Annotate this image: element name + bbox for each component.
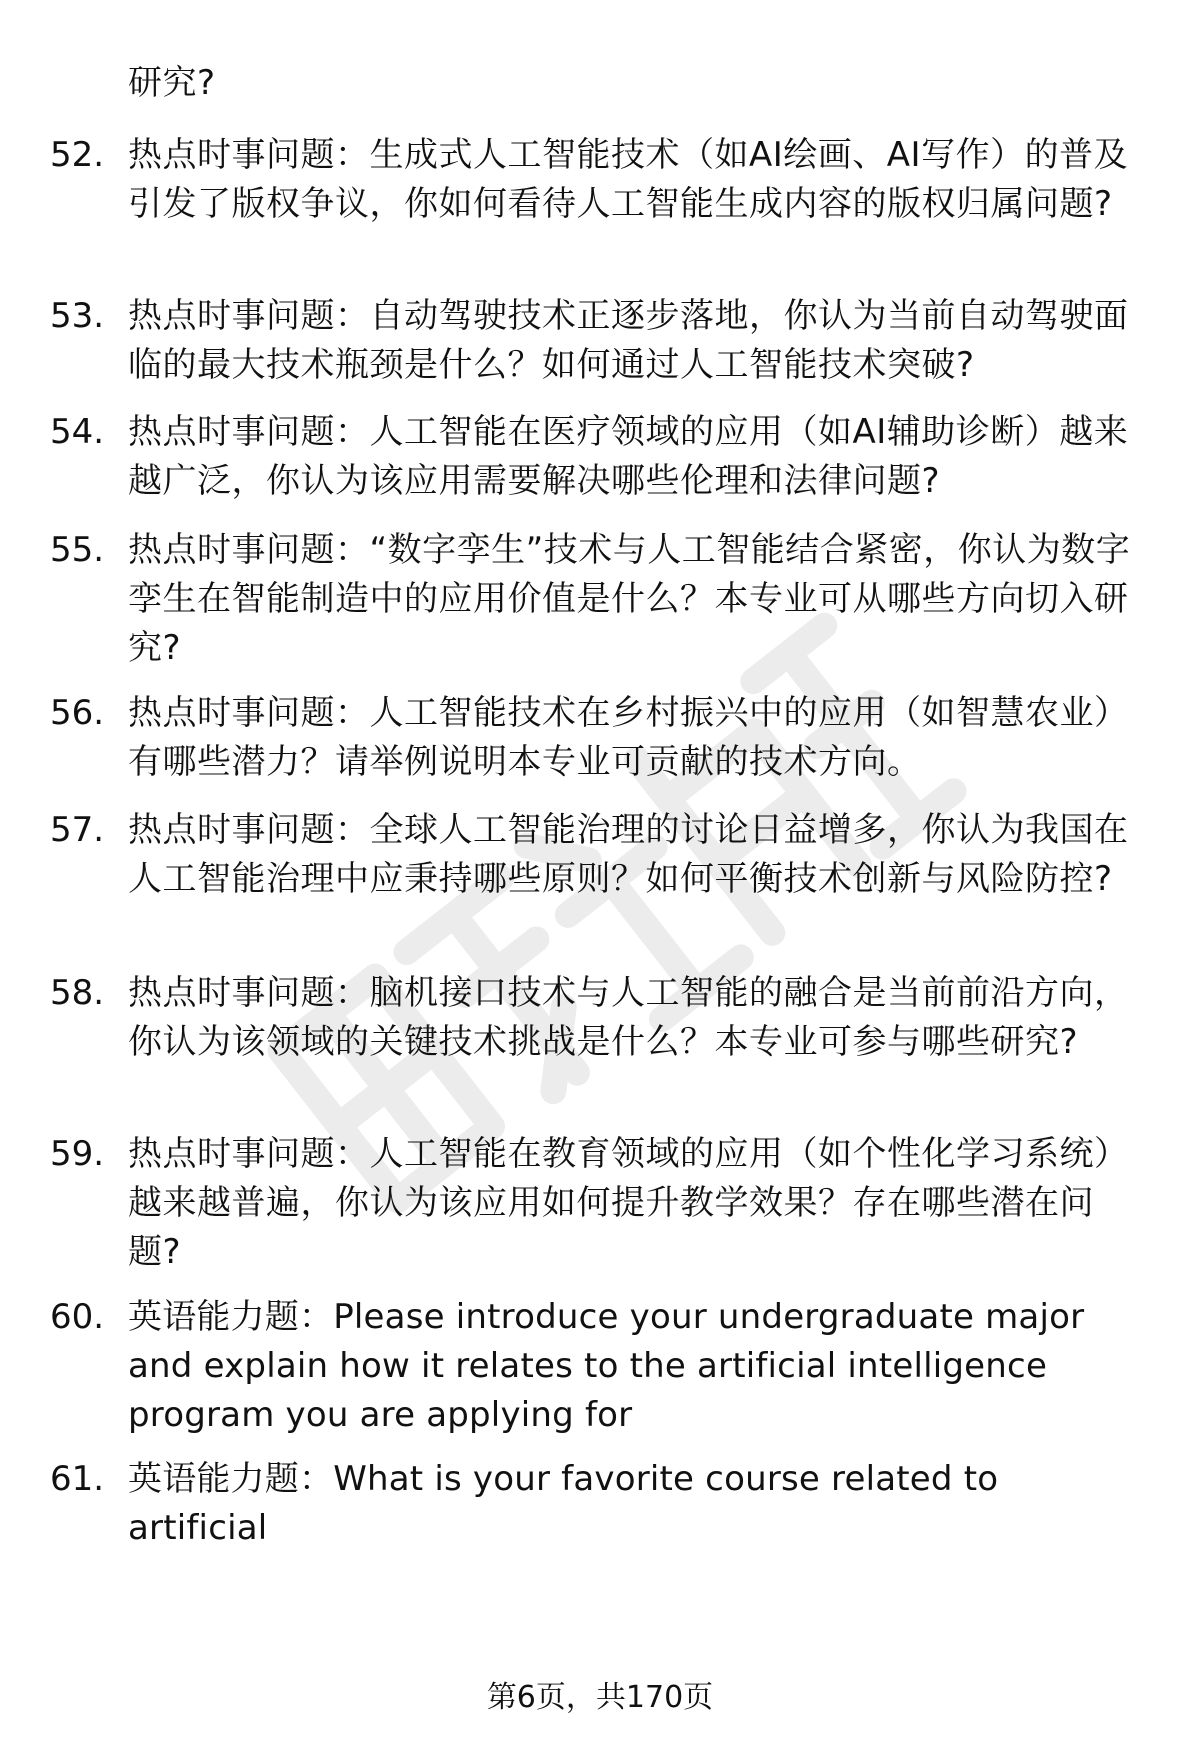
question-number: 61. xyxy=(50,1459,105,1499)
question-number: 55. xyxy=(50,530,105,570)
question-text: 英语能力题：Please introduce your undergraduate major and explain how it relates to the artificial intelligence program you are applying for xyxy=(128,1297,1085,1435)
question-item xyxy=(50,1455,1150,1553)
page-footer: 第6页，共170页 xyxy=(486,1680,714,1715)
question-item xyxy=(50,806,1150,904)
question-number: 59. xyxy=(50,1134,105,1174)
question-text: 热点时事问题：人工智能在教育领域的应用（如个性化学习系统）越来越普遍，你认为该应用如何提升教学效果？存在哪些潜在问题? xyxy=(128,1134,1129,1272)
question-number: 53. xyxy=(50,296,105,336)
question-text: 热点时事问题：脑机接口技术与人工智能的融合是当前前沿方向，你认为该领域的关键技术挑战是什么？本专业可参与哪些研究? xyxy=(128,973,1129,1062)
question-item xyxy=(50,1293,1150,1440)
question-item xyxy=(50,292,1150,390)
continued-text: 研究? xyxy=(128,63,216,103)
question-text: 英语能力题：What is your favorite course related to artificial xyxy=(128,1459,999,1548)
question-text: 热点时事问题：生成式人工智能技术（如AI绘画、AI写作）的普及引发了版权争议，你如何看待人工智能生成内容的版权归属问题? xyxy=(128,135,1129,224)
question-item xyxy=(50,1130,1150,1277)
question-item xyxy=(50,969,1150,1067)
question-item xyxy=(50,526,1150,673)
question-number: 60. xyxy=(50,1297,105,1337)
question-text: 热点时事问题：人工智能在医疗领域的应用（如AI辅助诊断）越来越广泛，你认为该应用需要解决哪些伦理和法律问题? xyxy=(128,412,1129,501)
question-number: 52. xyxy=(50,135,105,175)
question-item xyxy=(50,408,1150,506)
question-text: 热点时事问题：人工智能技术在乡村振兴中的应用（如智慧农业）有哪些潜力？请举例说明本专业可贡献的技术方向。 xyxy=(128,693,1129,782)
question-item xyxy=(50,131,1150,229)
question-text: 热点时事问题：全球人工智能治理的讨论日益增多，你认为我国在人工智能治理中应秉持哪些原则？如何平衡技术创新与风险防控? xyxy=(128,810,1129,899)
question-number: 54. xyxy=(50,412,105,452)
question-number: 56. xyxy=(50,693,105,733)
question-number: 58. xyxy=(50,973,105,1013)
question-text: 热点时事问题：自动驾驶技术正逐步落地，你认为当前自动驾驶面临的最大技术瓶颈是什么？如何通过人工智能技术突破? xyxy=(128,296,1129,385)
question-item xyxy=(50,689,1150,787)
question-text: 热点时事问题：“数字孪生”技术与人工智能结合紧密，你认为数字孪生在智能制造中的应用价值是什么？本专业可从哪些方向切入研究? xyxy=(128,530,1131,668)
question-number: 57. xyxy=(50,810,105,850)
